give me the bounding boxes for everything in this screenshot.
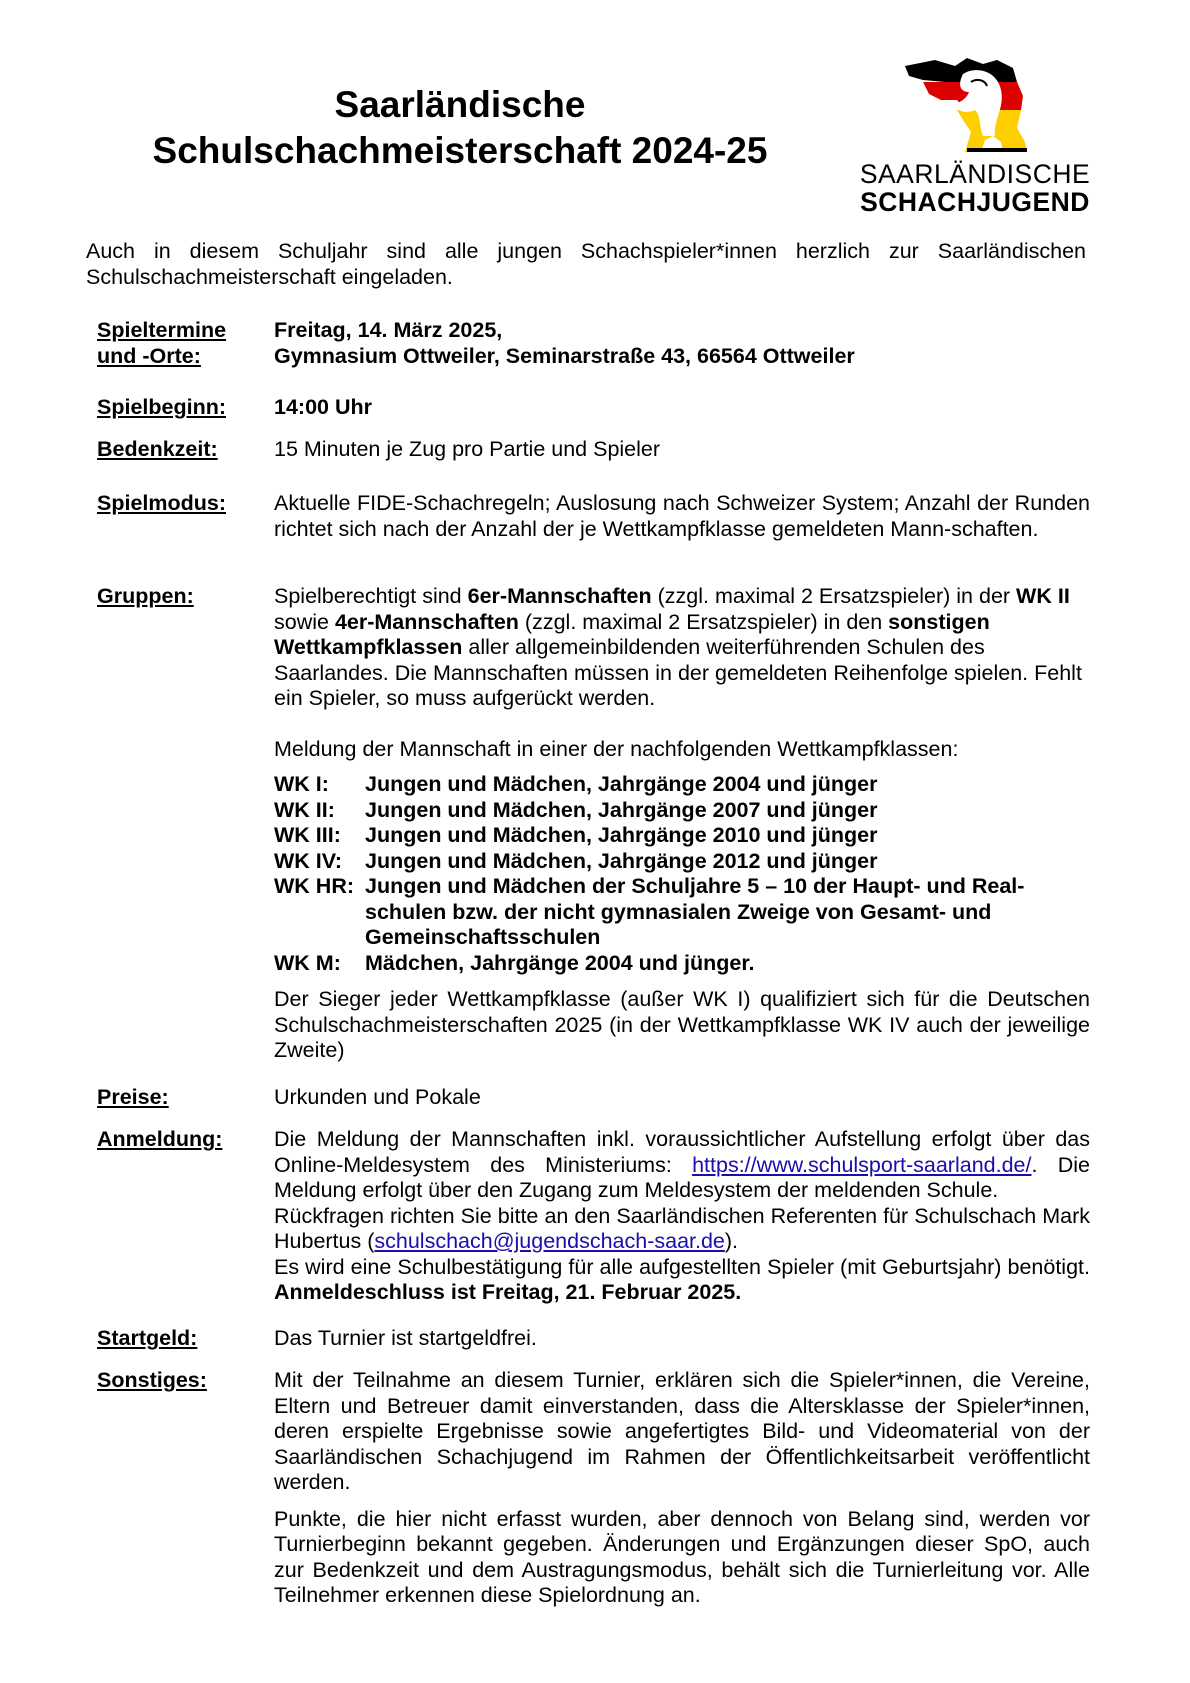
list-item	[274, 849, 1090, 875]
text: aller allgemeinbildenden weiterführenden Schulen des Saarlandes. Die Mannschaften müssen in der gemeldeten Reihenfolge spielen. Fehlt ein Spieler, so muss aufgerückt werden.	[274, 635, 1082, 710]
label-spieltermine	[97, 318, 277, 369]
text: Die Meldung der Mannschaften inkl. voraussichtlicher Aufstellung erfolgt über das Online-Meldesystem des Ministeriums:	[274, 1127, 1090, 1177]
value-gruppen	[274, 584, 1090, 1064]
label-preise: Preise:	[97, 1085, 169, 1109]
intro-paragraph: Auch in diesem Schuljahr sind alle jungen Schachspieler*innen herzlich zur Saarländischen Schulschachmeisterschaft eingeladen.	[86, 239, 1086, 289]
list-item	[274, 874, 1090, 951]
text: . Die Meldung erfolgt über den Zugang zum Meldesystem der meldenden Schule.	[274, 1152, 1090, 1202]
label-bedenkzeit: Bedenkzeit:	[97, 437, 218, 461]
text-bold: 6er-Mannschaften	[467, 584, 652, 608]
text-bold: Anmeldeschluss ist Freitag, 21. Februar 2025.	[274, 1280, 742, 1304]
wk-key: WK M:	[274, 950, 341, 975]
wk-key: WK I:	[274, 772, 329, 796]
logo-text-line-1: SAARLÄNDISCHE	[859, 159, 1091, 189]
anmeldung-paragraph-3	[274, 1255, 1090, 1306]
wk-key: WK II:	[274, 797, 335, 822]
sonstiges-paragraph-1: Mit der Teilnahme an diesem Turnier, erklären sich die Spieler*innen, die Vereine, Eltern und Betreuer damit einverstanden, dass die Altersklasse der Spieler*innen, deren erspielte Ergebnisse sowie angefertigtes Bild- und Videomaterial von der Saarländischen Schachjugend im Rahmen der Öffentlichkeitsarbeit veröffentlicht werden.	[274, 1368, 1090, 1494]
label-spielmodus: Spielmodus:	[97, 491, 227, 515]
label-spieltermine-line-1: Spieltermine	[97, 318, 227, 342]
email-link[interactable]: schulschach@jugendschach-saar.de	[374, 1229, 725, 1253]
value-spielbeginn: 14:00 Uhr	[274, 395, 372, 419]
anmeldung-paragraph-2	[274, 1204, 1090, 1255]
schulsport-link[interactable]: https://www.schulsport-saarland.de/	[692, 1152, 1032, 1177]
value-spielmodus: Aktuelle FIDE-Schachregeln; Auslosung nach Schweizer System; Anzahl der Runden richtet sich nach der Anzahl der je Wettkampfklasse gemeldeten Mann-schaften.	[274, 491, 1090, 541]
logo-text-line-2: SCHACHJUGEND	[860, 187, 1090, 217]
text: sowie	[274, 609, 335, 634]
gruppen-paragraph-2: Meldung der Mannschaft in einer der nachfolgenden Wettkampfklassen:	[274, 736, 959, 761]
value-preise: Urkunden und Pokale	[274, 1085, 481, 1109]
list-item	[274, 798, 1090, 824]
text-bold: WK II	[1016, 584, 1070, 608]
wk-text: Jungen und Mädchen der Schuljahre 5 – 10 der Haupt- und Real-schulen bzw. der nicht gymnasialen Zweige von Gesamt- und Gemeinschaftsschulen	[365, 874, 1025, 949]
title-line-2: Schulschachmeisterschaft 2024-25	[152, 130, 768, 171]
spieltermin-date: Freitag, 14. März 2025,	[274, 318, 503, 342]
value-anmeldung	[274, 1127, 1090, 1306]
wk-text: Jungen und Mädchen, Jahrgänge 2004 und jünger	[365, 772, 878, 796]
saarlaendische-schachjugend-logo	[855, 56, 1095, 216]
text: Es wird eine Schulbestätigung für alle aufgestellten Spieler (mit Geburtsjahr) benötigt.	[274, 1254, 1090, 1279]
value-bedenkzeit: 15 Minuten je Zug pro Partie und Spieler	[274, 437, 661, 461]
wk-text: Mädchen, Jahrgänge 2004 und jünger.	[365, 950, 755, 975]
anmeldung-paragraph-1	[274, 1127, 1090, 1204]
label-gruppen: Gruppen:	[97, 584, 194, 608]
page-title	[110, 82, 810, 174]
text: (zzgl. maximal 2 Ersatzspieler) in der	[651, 584, 1017, 608]
label-anmeldung: Anmeldung:	[97, 1127, 223, 1151]
list-item	[274, 772, 1090, 798]
text: (zzgl. maximal 2 Ersatzspieler) in den	[518, 609, 889, 634]
text-bold: 4er-Mannschaften	[334, 609, 519, 634]
sonstiges-paragraph-2: Punkte, die hier nicht erfasst wurden, aber dennoch von Belang sind, werden vor Turnierbeginn bekannt gegeben. Änderungen und Ergänzungen dieser SpO, auch zur Bedenkzeit und dem Austragungsmodus, behält sich die Turnierleitung vor. Alle Teilnehmer erkennen diese Spielordnung an.	[274, 1506, 1090, 1607]
list-item	[274, 951, 1090, 977]
text: Rückfragen richten Sie bitte an den Saarländischen Referenten für Schulschach Mark Hubertus (	[274, 1203, 1090, 1253]
value-sonstiges	[274, 1368, 1090, 1609]
chess-knight-flag-icon	[905, 56, 1045, 156]
wk-text: Jungen und Mädchen, Jahrgänge 2007 und jünger	[365, 797, 878, 822]
list-item	[274, 823, 1090, 849]
spieltermin-location: Gymnasium Ottweiler, Seminarstraße 43, 66564 Ottweiler	[274, 343, 855, 368]
text-bold: sonstigen Wettkampfklassen	[274, 609, 990, 659]
value-spieltermine	[274, 318, 1090, 369]
value-startgeld: Das Turnier ist startgeldfrei.	[274, 1326, 537, 1350]
label-spieltermine-line-2: und -Orte:	[97, 343, 201, 368]
wk-key: WK HR:	[274, 874, 355, 898]
gruppen-paragraph-1	[274, 584, 1090, 712]
title-line-1: Saarländische	[334, 84, 586, 125]
wk-key: WK III:	[274, 823, 341, 847]
label-startgeld: Startgeld:	[97, 1326, 198, 1350]
wettkampfklassen-list	[274, 772, 1090, 976]
label-spielbeginn: Spielbeginn:	[97, 395, 226, 419]
gruppen-paragraph-3: Der Sieger jeder Wettkampfklasse (außer WK I) qualifiziert sich für die Deutschen Schulschachmeisterschaften 2025 (in der Wettkampfklasse WK IV auch der jeweilige Zweite)	[274, 987, 1090, 1062]
wk-key: WK IV:	[274, 848, 343, 873]
label-sonstiges: Sonstiges:	[97, 1368, 207, 1392]
text: Spielberechtigt sind	[274, 584, 468, 608]
wk-text: Jungen und Mädchen, Jahrgänge 2012 und jünger	[365, 848, 878, 873]
wk-text: Jungen und Mädchen, Jahrgänge 2010 und jünger	[365, 823, 878, 847]
text: ).	[724, 1229, 739, 1253]
